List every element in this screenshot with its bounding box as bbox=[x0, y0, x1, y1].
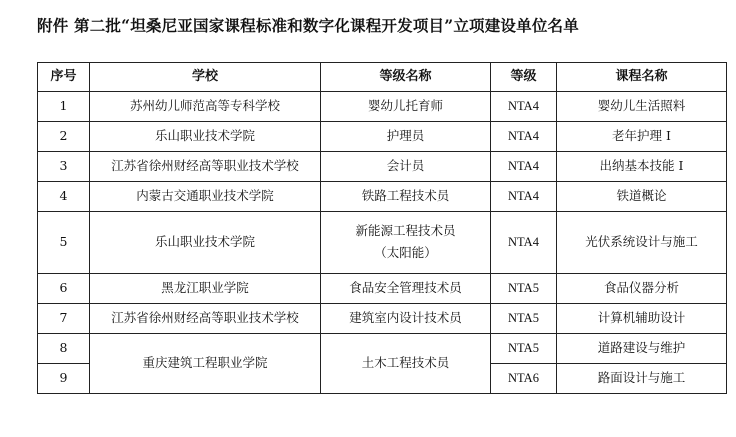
row-level: NTA4 bbox=[491, 152, 557, 182]
header-level-name: 等级名称 bbox=[321, 63, 491, 92]
header-course: 课程名称 bbox=[557, 63, 727, 92]
table-header-row bbox=[38, 63, 727, 92]
row-level-name: 建筑室内设计技术员 bbox=[321, 304, 491, 334]
table-row bbox=[38, 304, 727, 334]
row-index: 7 bbox=[38, 304, 90, 334]
row-school: 重庆建筑工程职业学院 bbox=[90, 334, 321, 394]
row-level-name: 会计员 bbox=[321, 152, 491, 182]
table-row bbox=[38, 274, 727, 304]
row-level-name: 铁路工程技术员 bbox=[321, 182, 491, 212]
row-school: 内蒙古交通职业技术学院 bbox=[90, 182, 321, 212]
table-row bbox=[38, 92, 727, 122]
row-level-name: 婴幼儿托育师 bbox=[321, 92, 491, 122]
row-school: 黑龙江职业学院 bbox=[90, 274, 321, 304]
row-index: 8 bbox=[38, 334, 90, 364]
header-school: 学校 bbox=[90, 63, 321, 92]
row-level: NTA6 bbox=[491, 364, 557, 394]
row-course: 计算机辅助设计 bbox=[557, 304, 727, 334]
row-school: 苏州幼儿师范高等专科学校 bbox=[90, 92, 321, 122]
row-school: 乐山职业技术学院 bbox=[90, 212, 321, 274]
row-level: NTA4 bbox=[491, 182, 557, 212]
row-index: 2 bbox=[38, 122, 90, 152]
row-level: NTA4 bbox=[491, 212, 557, 274]
table-row bbox=[38, 152, 727, 182]
page-title: 附件 第二批“坦桑尼亚国家课程标准和数字化课程开发项目”立项建设单位名单 bbox=[37, 16, 579, 35]
row-level: NTA5 bbox=[491, 334, 557, 364]
row-course: 出纳基本技能 I bbox=[557, 152, 727, 182]
row-course: 铁道概论 bbox=[557, 182, 727, 212]
row-school: 江苏省徐州财经高等职业技术学校 bbox=[90, 152, 321, 182]
table-row bbox=[38, 122, 727, 152]
header-index: 序号 bbox=[38, 63, 90, 92]
level-name-line: 新能源工程技术员 bbox=[355, 223, 456, 239]
row-course: 路面设计与施工 bbox=[557, 364, 727, 394]
header-level: 等级 bbox=[491, 63, 557, 92]
row-school: 乐山职业技术学院 bbox=[90, 122, 321, 152]
row-level-name: 土木工程技术员 bbox=[321, 334, 491, 394]
row-level-name: 护理员 bbox=[321, 122, 491, 152]
row-index: 4 bbox=[38, 182, 90, 212]
row-index: 1 bbox=[38, 92, 90, 122]
row-level-name bbox=[321, 212, 491, 274]
row-level: NTA5 bbox=[491, 304, 557, 334]
row-course: 老年护理 I bbox=[557, 122, 727, 152]
table-row bbox=[38, 212, 727, 274]
row-course: 道路建设与维护 bbox=[557, 334, 727, 364]
row-course: 食品仪器分析 bbox=[557, 274, 727, 304]
row-level: NTA4 bbox=[491, 122, 557, 152]
row-index: 6 bbox=[38, 274, 90, 304]
row-level: NTA4 bbox=[491, 92, 557, 122]
row-index: 3 bbox=[38, 152, 90, 182]
row-course: 婴幼儿生活照料 bbox=[557, 92, 727, 122]
row-level-name: 食品安全管理技术员 bbox=[321, 274, 491, 304]
table-row bbox=[38, 182, 727, 212]
project-table bbox=[37, 62, 727, 394]
row-course: 光伏系统设计与施工 bbox=[557, 212, 727, 274]
row-school: 江苏省徐州财经高等职业技术学校 bbox=[90, 304, 321, 334]
level-name-subline: （太阳能） bbox=[374, 245, 437, 260]
row-level: NTA5 bbox=[491, 274, 557, 304]
row-index: 5 bbox=[38, 212, 90, 274]
table-row bbox=[38, 334, 727, 364]
row-index: 9 bbox=[38, 364, 90, 394]
